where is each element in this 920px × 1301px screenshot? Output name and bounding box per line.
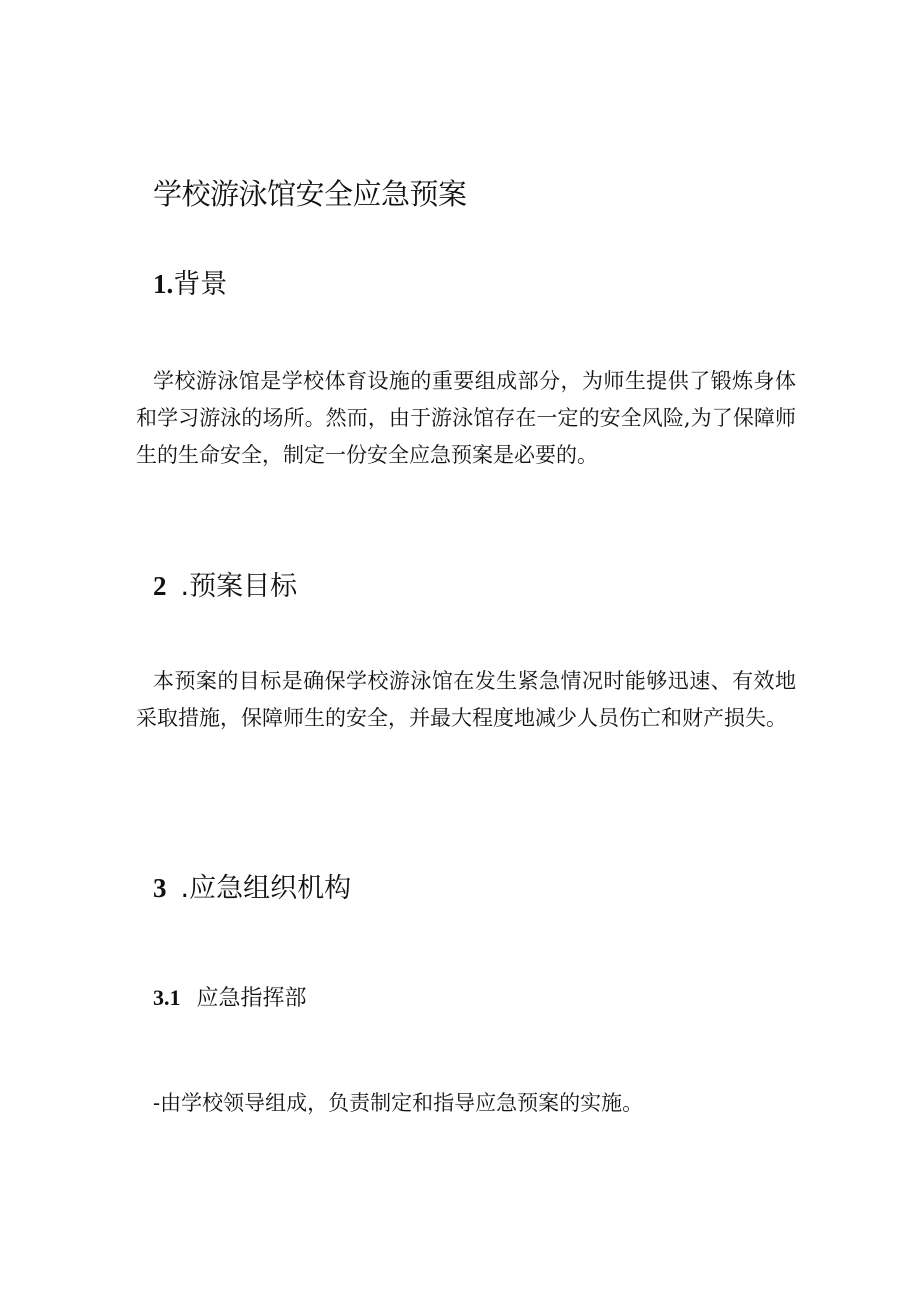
subsection-heading-text: 应急指挥部 xyxy=(196,986,307,1011)
section-number: 1. xyxy=(153,269,174,299)
section-number: 2 xyxy=(153,571,167,601)
section-heading-text: 背景 xyxy=(173,269,228,300)
section-paragraph-background: 学校游泳馆是学校体育设施的重要组成部分，为师生提供了锻炼身体和学习游泳的场所。然而，由于游泳馆存在一定的安全风险,为了保障师生的生命安全，制定一份安全应急预案是必要的。 xyxy=(136,369,796,467)
section-heading-text: .预案目标 xyxy=(180,571,298,602)
section-heading-goal xyxy=(153,568,297,605)
section-heading-text: .应急组织机构 xyxy=(180,873,352,904)
subsection-paragraph-command: -由学校领导组成，负责制定和指导应急预案的实施。 xyxy=(153,1091,644,1115)
section-paragraph-goal: 本预案的目标是确保学校游泳馆在发生紧急情况时能够迅速、有效地采取措施，保障师生的安全，并最大程度地减少人员伤亡和财产损失。 xyxy=(136,669,796,730)
section-heading-organization xyxy=(153,870,351,907)
document-title: 学校游泳馆安全应急预案 xyxy=(153,177,467,211)
section-heading-background xyxy=(153,266,227,303)
subsection-number: 3.1 xyxy=(153,985,181,1010)
subsection-heading-command xyxy=(153,983,307,1014)
section-number: 3 xyxy=(153,873,167,903)
